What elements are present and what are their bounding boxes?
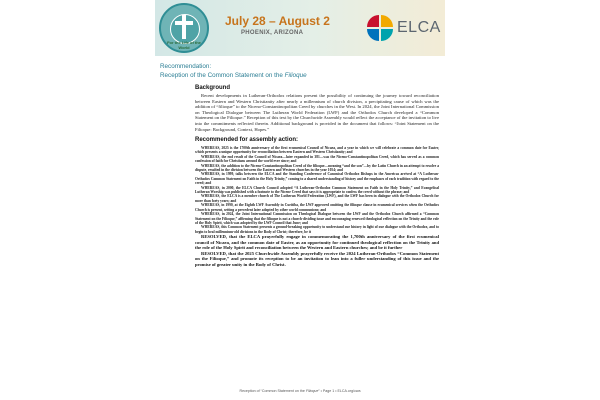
assembly-banner [155, 0, 445, 56]
page-footer: Reception of “Common Statement on the Filioque” • Page 1 • ELCA.org/cwa [239, 389, 361, 393]
assembly-emblem [159, 3, 209, 53]
background-paragraph: Recent developments in Lutheran-Orthodox relations present the possibility of continuing the journey toward reconciliation between Eastern and Western Christianity after nearly a millennium of church division, a precipitating cause of which was the addition of “filioque” to the Niceno-Constantinopolitan Creed by churches in the West. In 2024, the Joint International Commission on Theological Dialogue between The Lutheran World Federation (LWF) and the Orthodox Church developed a “Common Statement on the Filioque.” Reception of this text by the Churchwide Assembly would reflect the acceptance of the invitation to live into the commitments reflected therein. Additional background is provided in the document that follows: “Joint Statement on the Filioque: Background, Context, Hopes.” [195, 93, 439, 132]
cross-icon [182, 15, 186, 39]
recommended-heading: Recommended for assembly action: [195, 137, 299, 143]
whereas-clause: WHEREAS, in 1990, at the Eighth LWF Assembly in Curitiba, the LWF approved omitting the filioque clause in ecumenical services when the Orthodox Church is present, setting a precedent later adopted by other world communions; and [195, 203, 439, 212]
resolved-clause: RESOLVED, that the 2025 Churchwide Assembly prayerfully receive the 2024 Lutheran-Orthodox “Common Statement on the Filioque,” and promote its reception to be an invitation to lean into a fuller understanding of this issue and the promise of greater unity in the Body of Christ. [195, 250, 439, 267]
background-heading: Background [195, 85, 231, 91]
elca-logo [367, 13, 442, 43]
page-title [160, 63, 445, 80]
title-line-2: Reception of the Common Statement on the Filioque [160, 71, 307, 79]
whereas-clause: WHEREAS, the addition to the Niceno-Constantinopolitan Creed of the filioque—meaning “and the son”—by the Latin Church in an attempt to resolve a dispute, resulted in the division between the Eastern and Western churches in the year 1054; and [195, 163, 439, 173]
event-dates: July 28 – August 2 [225, 14, 330, 28]
event-location: PHOENIX, ARIZONA [241, 30, 304, 36]
whereas-clause: WHEREAS, in 2024, the Joint International Commission on Theological Dialogue between the LWF and the Orthodox Church affirmed a “Common Statement on the Filioque,” affirming that the filioque is not a church-dividing issue and encouraging renewed theological reflection on the Trinity and the role of the Holy Spirit, which was adopted by the LWF Council that June; and [195, 212, 439, 225]
whereas-clause: WHEREAS, this Common Statement presents a ground-breaking opportunity to understand our history in light of our dialogue with the Orthodox, and to begin to heal millennium-old divisions in the Body of Christ; therefore, be it [195, 225, 439, 234]
resolved-clause: RESOLVED, that the ELCA prayerfully engage in commemorating the 1,700th anniversary of the first ecumenical council of Nicaea, and the common date of Easter, as an opportunity for continued theological reflection on the Trinity and the role of the Holy Spirit and reconciliation between the Western and Eastern churches; and be it further [195, 234, 439, 251]
elca-logo-text: ELCA [397, 19, 441, 36]
document-page [155, 0, 445, 400]
emblem-caption: For the Life of the World [167, 40, 201, 50]
whereas-clause: WHEREAS, 2025 is the 1700th anniversary of the first ecumenical Council of Nicaea, and a year in which we will celebrate a common date for Easter, which presents a unique opportunity for reconciliation between Eastern and Western Christianity; and [195, 146, 439, 155]
whereas-clause: WHEREAS, in 2000, the ELCA Church Council adopted “A Lutheran-Orthodox Common Statement on Faith in the Holy Trinity,” and Evangelical Lutheran Worship was published with a footnote to the Nicene Creed that says it is appropriate to confess the creed without the phrase; and [195, 185, 439, 195]
whereas-clause: WHEREAS, in 1999, talks between the ELCA and the Standing Conference of Canonical Orthodox Bishops in the Americas arrived at “A Lutheran-Orthodox Common Statement on Faith in the Holy Trinity,” coming to a shared understanding of history and the emphases of each tradition with regard to the creed; and [195, 172, 439, 186]
resolution-text [195, 146, 439, 267]
whereas-clause: WHEREAS, the ELCA is a member church of The Lutheran World Federation (LWF), and the LWF has been in dialogue with the Orthodox Church for more than forty years; and [195, 194, 439, 203]
whereas-clause: WHEREAS, the end result of the Council of Nicaea—later expanded in 381—was the Niceno-Constantinopolitan Creed, which has served as a common confession of faith for Christians around the world ever since; and [195, 154, 439, 164]
elca-cross-icon [367, 15, 393, 41]
title-line-1: Recommendation: [160, 63, 212, 70]
